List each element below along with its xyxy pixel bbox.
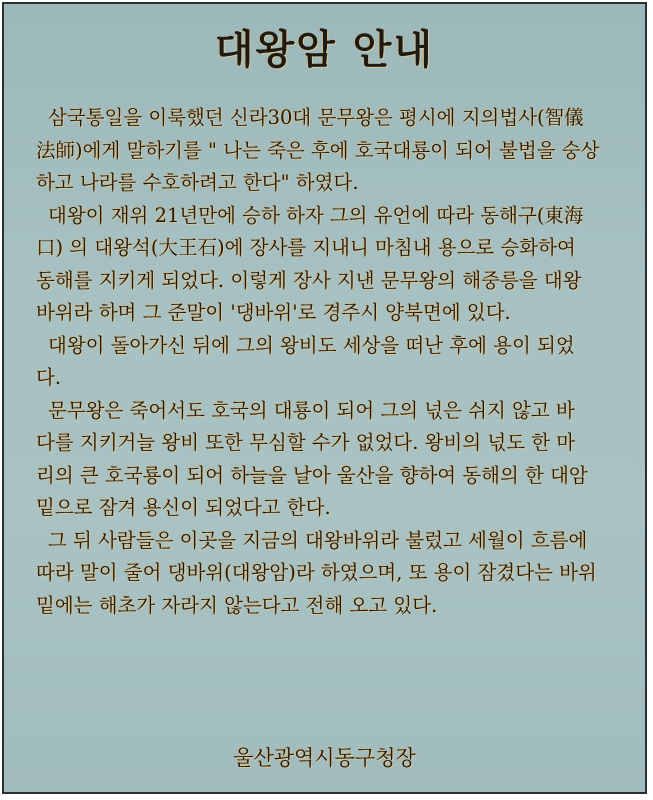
text-line: 밑에는 해초가 자라지 않는다고 전해 오고 있다. [36,593,438,617]
text-line: 동해를 지키게 되었다. 이렇게 장사 지낸 문무왕의 해중릉을 대왕 [36,268,582,292]
text-line: 대왕이 재위 21년만에 승하 하자 그의 유언에 따라 동해구(東海 [48,203,584,227]
text-line: 法師)에게 말하기를 " 나는 죽은 후에 호국대룡이 되어 불법을 숭상 [36,138,600,162]
text-line: 바위라 하며 그 준말이 '댕바위'로 경주시 양북면에 있다. [36,301,511,324]
text-line: 다. [36,366,62,389]
text-line: 밑으로 잠겨 용신이 되었다고 한다. [36,496,331,519]
sign-issuer: 울산광역시동구청장 [233,746,416,770]
text-line: 문무왕은 죽어서도 호국의 대룡이 되어 그의 넋은 쉬지 않고 바 [48,398,575,422]
text-line: 리의 큰 호국룡이 되어 하늘을 날아 울산을 향하여 동해의 한 대암 [36,463,588,487]
text-line: 따라 말이 줄어 댕바위(대왕암)라 하였으며, 또 용이 잠겼다는 바위 [36,561,597,584]
information-sign [2,2,647,794]
text-line: 하고 나라를 수호하려고 한다" 하였다. [36,171,359,194]
text-line: 다를 지키거늘 왕비 또한 무심할 수가 없었다. 왕비의 넋도 한 마 [36,431,576,454]
text-line: 그 뒤 사람들은 이곳을 지금의 대왕바위라 불렀고 세월이 흐름에 [48,528,588,552]
sign-body-text [36,102,626,622]
text-line: 口) 의 대왕석(大王石)에 장사를 지내니 마침내 용으로 승화하여 [36,236,576,259]
text-line: 삼국통일을 이룩했던 신라30대 문무왕은 평시에 지의법사(智儀 [48,106,584,129]
text-line: 대왕이 돌아가신 뒤에 그의 왕비도 세상을 떠난 후에 용이 되었 [48,333,575,357]
sign-title: 대왕암 안내 [214,27,435,73]
